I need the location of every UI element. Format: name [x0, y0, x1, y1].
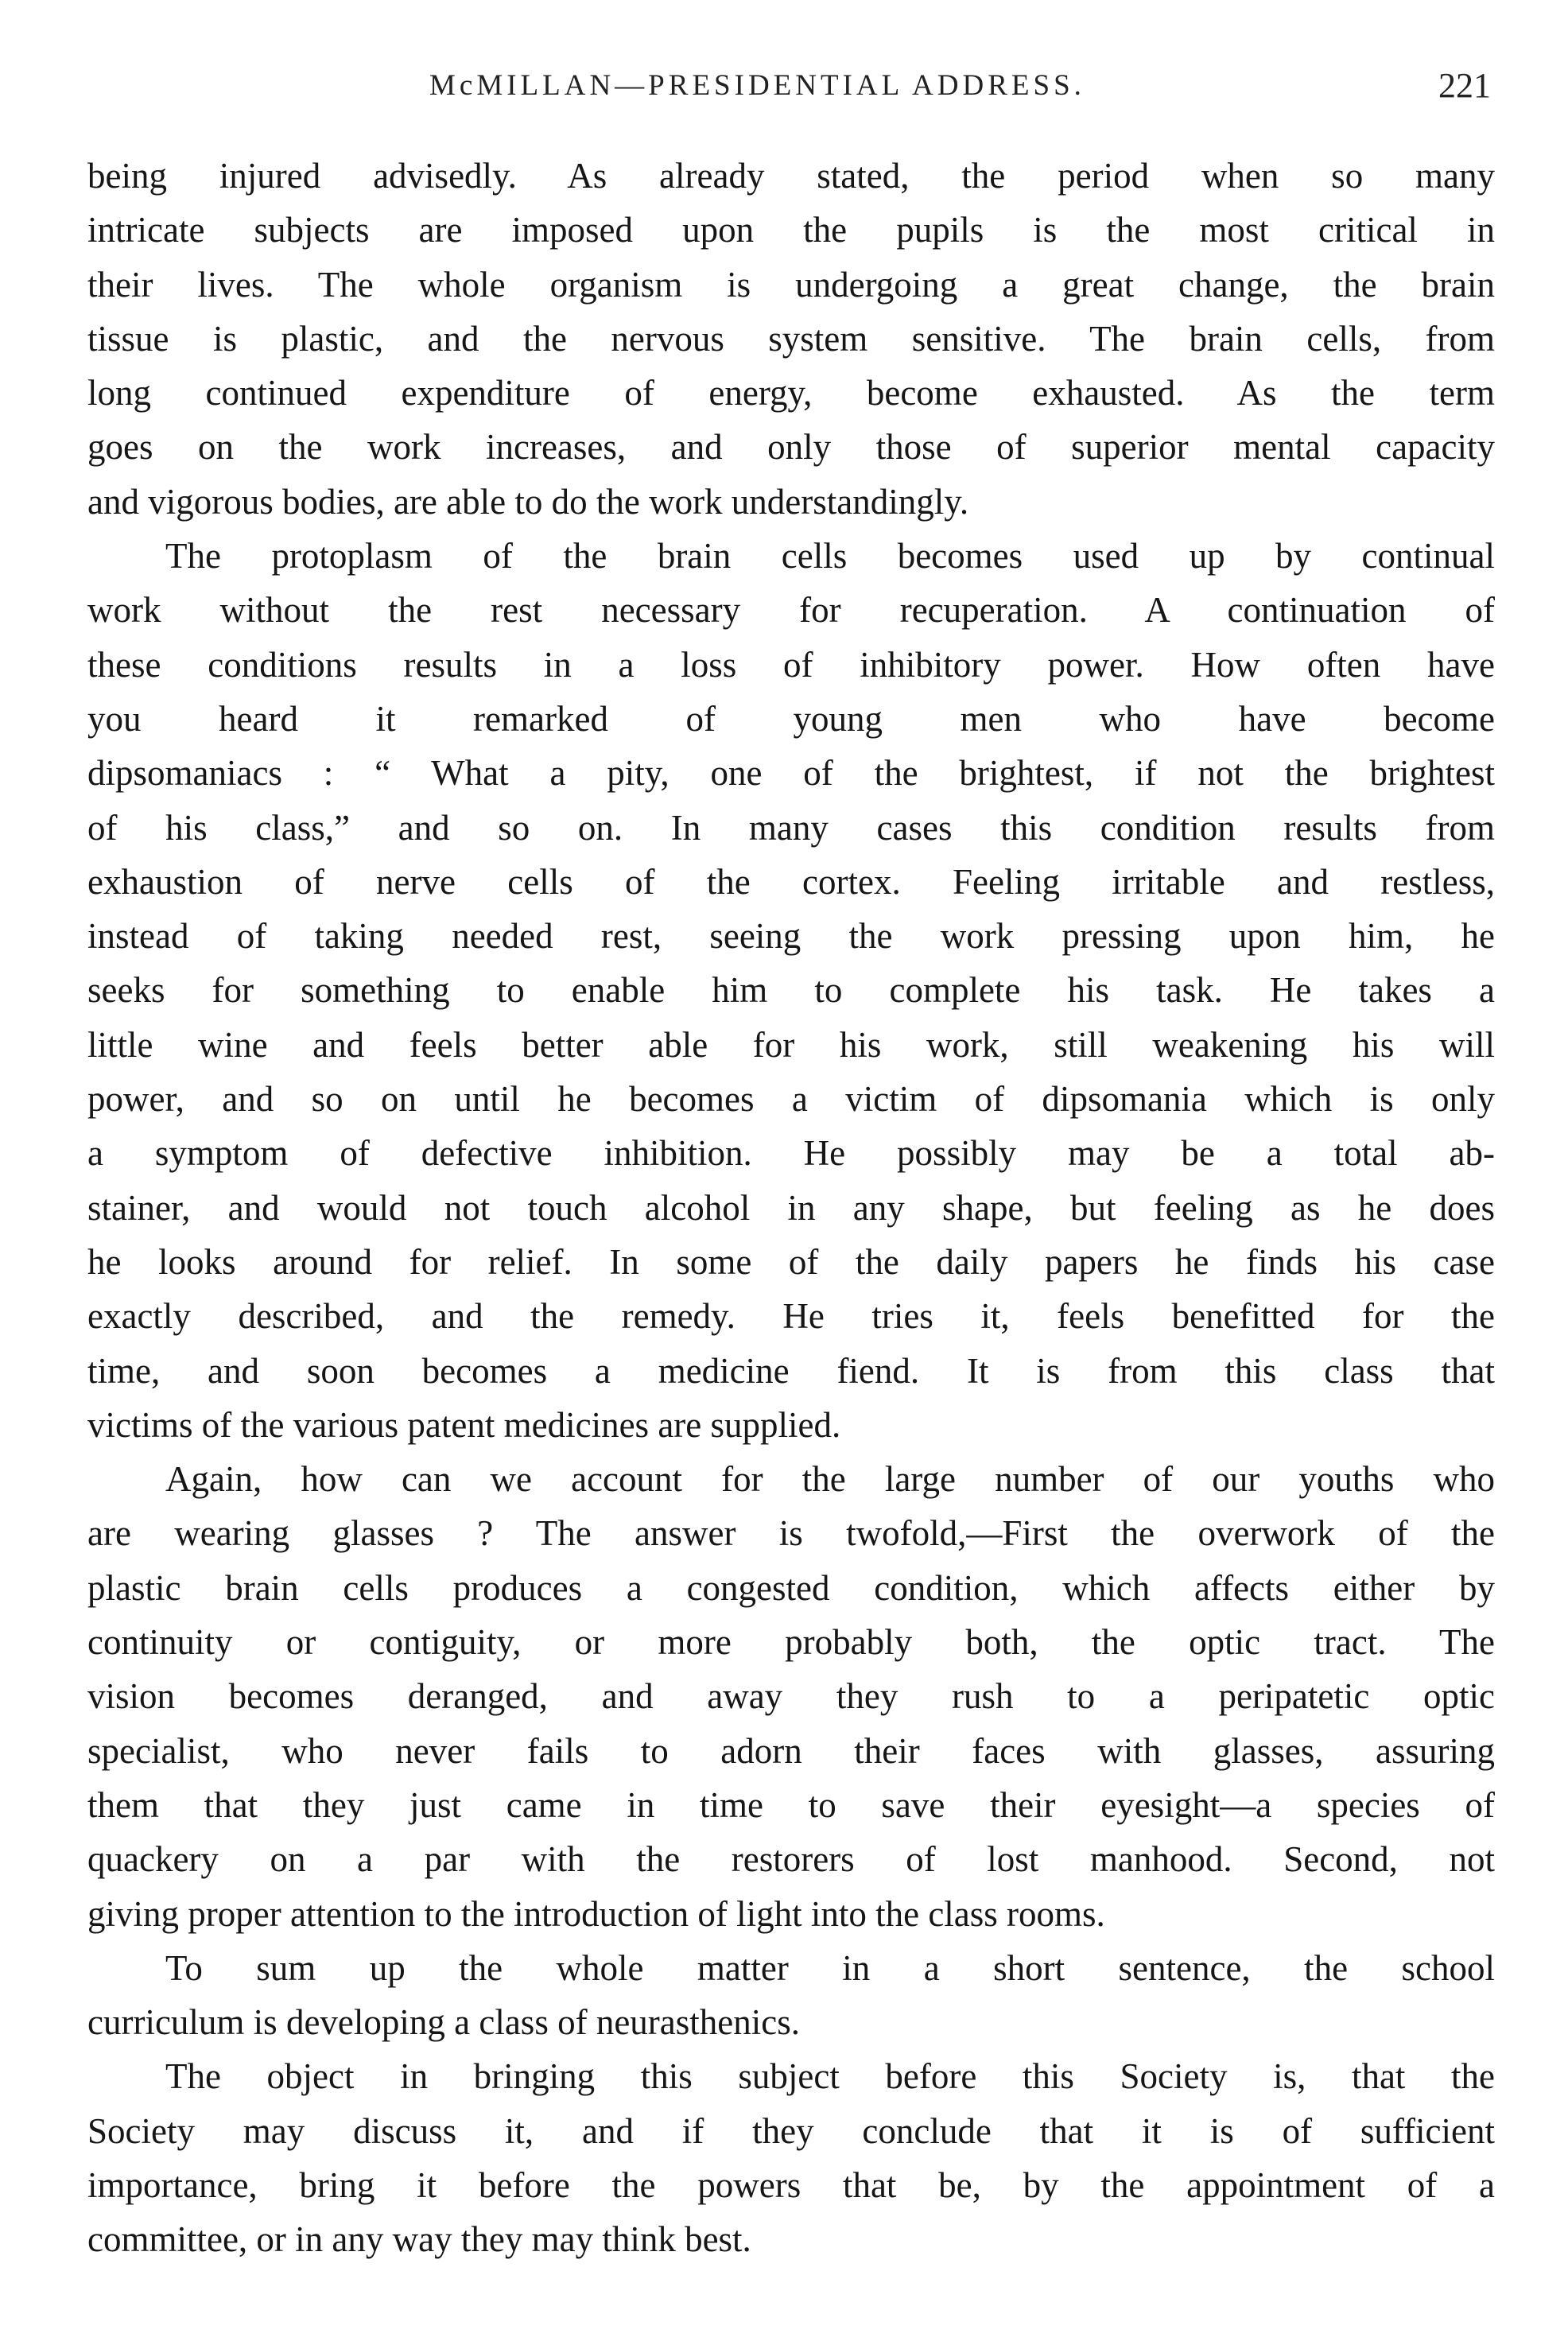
- text-line: Society may discuss it, and if they conclude that it is of sufficient: [87, 2110, 1495, 2151]
- text-line: vision becomes deranged, and away they rush to a peripatetic optic: [87, 1676, 1495, 1717]
- text-line: time, and soon becomes a medicine fiend. It is from this class that: [87, 1350, 1495, 1391]
- text-line: these conditions results in a loss of inhibitory power. How often have: [87, 644, 1495, 685]
- text-line: importance, bring it before the powers that be, by the appointment of a: [87, 2164, 1495, 2205]
- text-line: To sum up the whole matter in a short sentence, the school: [165, 1947, 1495, 1988]
- text-line: a symptom of defective inhibition. He possibly may be a total ab-: [87, 1133, 1495, 1174]
- text-line: The protoplasm of the brain cells becomes used up by continual: [165, 536, 1495, 577]
- text-line: are wearing glasses ? The answer is twofold,—First the overwork of the: [87, 1513, 1495, 1554]
- running-title: McMILLAN—PRESIDENTIAL ADDRESS.: [429, 69, 1085, 102]
- text-line: power, and so on until he becomes a victim of dipsomania which is only: [87, 1079, 1495, 1120]
- text-line: stainer, and would not touch alcohol in any shape, but feeling as he does: [87, 1187, 1495, 1228]
- text-line: work without the rest necessary for recuperation. A continuation of: [87, 590, 1495, 631]
- text-line: curriculum is developing a class of neurasthenics.: [87, 2002, 800, 2043]
- text-line: their lives. The whole organism is undergoing a great change, the brain: [87, 264, 1495, 305]
- text-line: seeks for something to enable him to complete his task. He takes a: [87, 970, 1495, 1011]
- text-line: them that they just came in time to save their eyesight—a species of: [87, 1784, 1495, 1825]
- text-line: instead of taking needed rest, seeing the work pressing upon him, he: [87, 916, 1495, 957]
- running-head: [87, 62, 1491, 110]
- text-line: exhaustion of nerve cells of the cortex. Feeling irritable and restless,: [87, 861, 1495, 902]
- text-line: long continued expenditure of energy, become exhausted. As the term: [87, 373, 1495, 413]
- text-line: specialist, who never fails to adorn their faces with glasses, assuring: [87, 1730, 1495, 1771]
- text-line: intricate subjects are imposed upon the pupils is the most critical in: [87, 210, 1495, 250]
- text-line: he looks around for relief. In some of the daily papers he finds his case: [87, 1241, 1495, 1282]
- text-line: you heard it remarked of young men who have become: [87, 698, 1495, 739]
- text-line: victims of the various patent medicines are supplied.: [87, 1404, 841, 1445]
- body-text: [87, 149, 1495, 2267]
- text-line: committee, or in any way they may think best.: [87, 2219, 751, 2260]
- text-line: Again, how can we account for the large number of our youths who: [165, 1459, 1495, 1500]
- text-line: continuity or contiguity, or more probably both, the optic tract. The: [87, 1622, 1495, 1663]
- page-number: 221: [1438, 66, 1491, 105]
- text-line: The object in bringing this subject before this Society is, that the: [165, 2056, 1495, 2097]
- text-line: dipsomaniacs : “ What a pity, one of the brightest, if not the brightest: [87, 753, 1495, 794]
- text-line: of his class,” and so on. In many cases this condition results from: [87, 807, 1495, 848]
- text-line: little wine and feels better able for his work, still weakening his will: [87, 1024, 1495, 1065]
- text-line: quackery on a par with the restorers of lost manhood. Second, not: [87, 1839, 1495, 1880]
- text-line: goes on the work increases, and only those of superior mental capacity: [87, 427, 1495, 468]
- text-line: giving proper attention to the introduction of light into the class rooms.: [87, 1893, 1105, 1934]
- text-line: plastic brain cells produces a congested condition, which affects either by: [87, 1567, 1495, 1608]
- text-line: tissue is plastic, and the nervous system sensitive. The brain cells, from: [87, 318, 1495, 359]
- text-line: being injured advisedly. As already stated, the period when so many: [87, 156, 1495, 196]
- text-line: exactly described, and the remedy. He tries it, feels benefitted for the: [87, 1296, 1495, 1337]
- text-line: and vigorous bodies, are able to do the work understandingly.: [87, 481, 969, 522]
